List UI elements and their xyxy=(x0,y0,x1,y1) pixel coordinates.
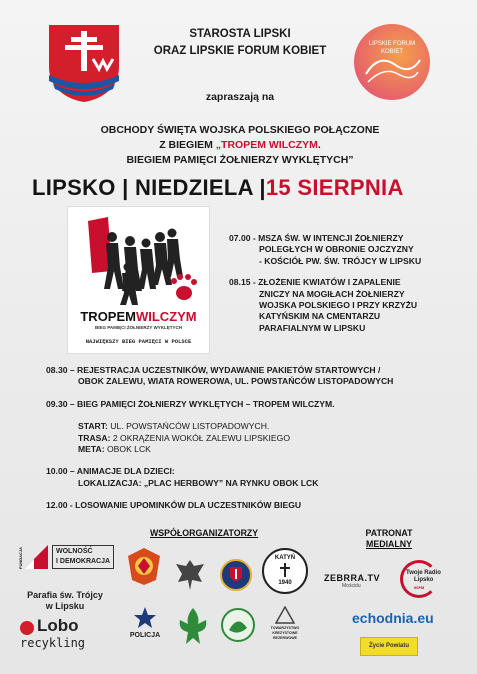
zebra-title: ZEBRRA.TV xyxy=(324,573,380,583)
event-day: NIEDZIELA xyxy=(134,175,253,200)
location-label: LOKALIZACJA: xyxy=(78,477,142,488)
twp-line-3: REZERWOWE xyxy=(272,636,298,640)
runners-illustration xyxy=(68,207,209,353)
schedule-line: 08.15 - ZŁOŻENIE KWIATÓW I ZAPALENIE xyxy=(229,277,401,288)
schedule-line xyxy=(46,478,393,489)
schedule-main xyxy=(46,365,393,512)
fundacja-line-2: I DEMOKRACJA xyxy=(56,558,111,565)
location-value: „PLAC HERBOWY” NA RYNKU OBOK LCK xyxy=(141,477,319,488)
title-highlight: „TROPEM WILCZYM xyxy=(215,139,318,151)
start-label: START: xyxy=(78,421,108,432)
fundacja-line-1: WOLNOŚĆ xyxy=(56,548,93,555)
schedule-line xyxy=(46,444,393,455)
fire-brigade-emblem-icon xyxy=(126,546,162,586)
police-label: POLICJA xyxy=(129,632,161,639)
schedule-line: - KOŚCIÓŁ PW. ŚW. TRÓJCY W LIPSKU xyxy=(259,255,422,266)
radio-line-3: 90FM xyxy=(414,585,425,590)
title-line-2-prefix: Z BIEGIEM xyxy=(159,139,216,151)
title-line-2 xyxy=(20,139,460,151)
zebra-subtitle: Mościdu xyxy=(342,583,361,589)
schedule-line: KATYŃSKIM NA CMENTARZU xyxy=(259,311,381,322)
scouting-lily-icon xyxy=(176,606,210,646)
lobo-subtitle: recykling xyxy=(20,636,86,650)
invite-text: zapraszają na xyxy=(205,91,275,103)
zycie-powiatu-logo xyxy=(360,637,418,656)
title-line-3: BIEGIEM PAMIĘCI ŻOŁNIERZY WYKLĘTYCH” xyxy=(126,154,354,166)
lobo-icon xyxy=(20,621,34,635)
twp-line-1: TOWARZYSTWO xyxy=(270,626,300,630)
katyn-1940-logo xyxy=(262,548,308,594)
katyn-text: KATYŃ xyxy=(274,555,296,561)
green-organization-logo xyxy=(221,608,255,642)
towarzystwo-logo xyxy=(262,606,308,641)
schedule-line: 10.00 – ANIMACJE DLA DZIECI: xyxy=(46,466,175,477)
event-separator: | xyxy=(252,175,266,200)
schedule-line: PARAFIALNYM W LIPSKU xyxy=(259,322,366,333)
zebra-tv-logo xyxy=(324,573,390,603)
title-line-2-suffix: . xyxy=(317,139,321,151)
zycie-text: Życie Powiatu xyxy=(368,643,409,649)
schedule-line: WOJSKA POLSKIEGO I PRZY KRZYŻU xyxy=(259,300,418,311)
parish-line-2: w Lipsku xyxy=(45,601,85,611)
lipskie-forum-kobiet-logo xyxy=(354,24,430,100)
event-separator: | xyxy=(115,175,135,200)
police-star-icon xyxy=(133,606,157,630)
organizer-line-2: ORAZ LIPSKIE FORUM KOBIET xyxy=(153,45,327,57)
schedule-line: ZNICZY NA MOGIŁACH ŻOŁNIERZY xyxy=(259,288,405,299)
schedule-line: 08.30 – REJESTRACJA UCZESTNIKÓW, WYDAWANIE PAKIETÓW STARTOWYCH / xyxy=(46,365,381,375)
radio-line-2: Lipsko xyxy=(414,577,434,583)
event-date: 15 SIERPNIA xyxy=(265,175,404,200)
lobo-recykling-logo xyxy=(20,618,112,654)
route-value: 2 OKRĄŻENIA WOKÓŁ ZALEWU LIPSKIEGO xyxy=(110,432,291,443)
start-value: UL. POWSTAŃCÓW LISTOPADOWYCH. xyxy=(107,421,270,432)
schedule-line: 09.30 – BIEG PAMIĘCI ŻOŁNIERZY WYKLĘTYCH – TROPEM WILCZYM. xyxy=(46,398,335,409)
twoje-radio-lipsko-logo xyxy=(400,560,450,600)
poster-brand-left: TROPEM xyxy=(80,309,136,324)
schedule-line xyxy=(46,421,393,432)
title-line-1: OBCHODY ŚWIĘTA WOJSKA POLSKIEGO POŁĄCZONE xyxy=(100,124,380,136)
schedule-line: 07.00 - MSZA ŚW. W INTENCJI ŻOŁNIERZY xyxy=(229,233,404,243)
schedule-line xyxy=(46,433,393,444)
poster-tagline: NAJWIĘKSZY BIEG PAMIĘCI W POLSCE xyxy=(85,338,192,345)
parish-line-1: Parafia św. Trójcy xyxy=(27,590,103,600)
schedule-right xyxy=(229,233,421,334)
forum-logo-text: LIPSKIE FORUM KOBIET xyxy=(368,41,416,55)
lipsko-coat-of-arms-icon xyxy=(47,23,121,103)
finish-label: META: xyxy=(78,444,105,455)
military-eagle-icon xyxy=(174,556,206,592)
fundacja-wolnosc-logo xyxy=(18,545,118,571)
event-city: LIPSKO xyxy=(32,175,116,200)
organizer-line-1: STAROSTA LIPSKI xyxy=(189,28,291,40)
poster-brand-right: WILCZYM xyxy=(135,309,197,324)
route-label: TRASA: xyxy=(78,432,111,443)
event-date-line xyxy=(32,175,452,201)
media-patronage-heading xyxy=(349,528,429,550)
patronage-line-1: PATRONAT xyxy=(365,528,413,538)
schedule-line: OBOK ZALEWU, WIATA ROWEROWA, UL. POWSTAŃCÓW LISTOPADOWYCH xyxy=(78,376,394,387)
katyn-year: 1940 xyxy=(278,580,292,586)
schedule-line: 12.00 - LOSOWANIE UPOMINKÓW DLA UCZESTNIKÓW BIEGU xyxy=(46,500,302,511)
twp-line-2: KREZYSTOWE xyxy=(272,631,298,635)
echodnia-logo: echodnia.eu xyxy=(352,610,434,626)
lobo-title: Lobo xyxy=(37,616,79,635)
tropem-wilczym-poster xyxy=(67,206,210,354)
radio-line-1: Twoje Radio xyxy=(406,570,441,576)
parish-text xyxy=(20,590,110,612)
fundacja-side-text: FUNDACJA xyxy=(18,547,23,569)
finish-value: OBOK LCK xyxy=(104,444,151,455)
patronage-line-2: MEDIALNY xyxy=(366,539,412,549)
schedule-line: POLEGŁYCH W OBRONIE OJCZYZNY xyxy=(259,244,414,255)
poster-brand xyxy=(68,309,209,324)
coorganizers-heading: WSPÓŁORGANIZATORZY xyxy=(150,528,259,538)
poster-sub: BIEG PAMIĘCI ŻOŁNIERZY WYKLĘTYCH xyxy=(94,325,183,330)
municipal-crest-icon xyxy=(220,559,252,591)
